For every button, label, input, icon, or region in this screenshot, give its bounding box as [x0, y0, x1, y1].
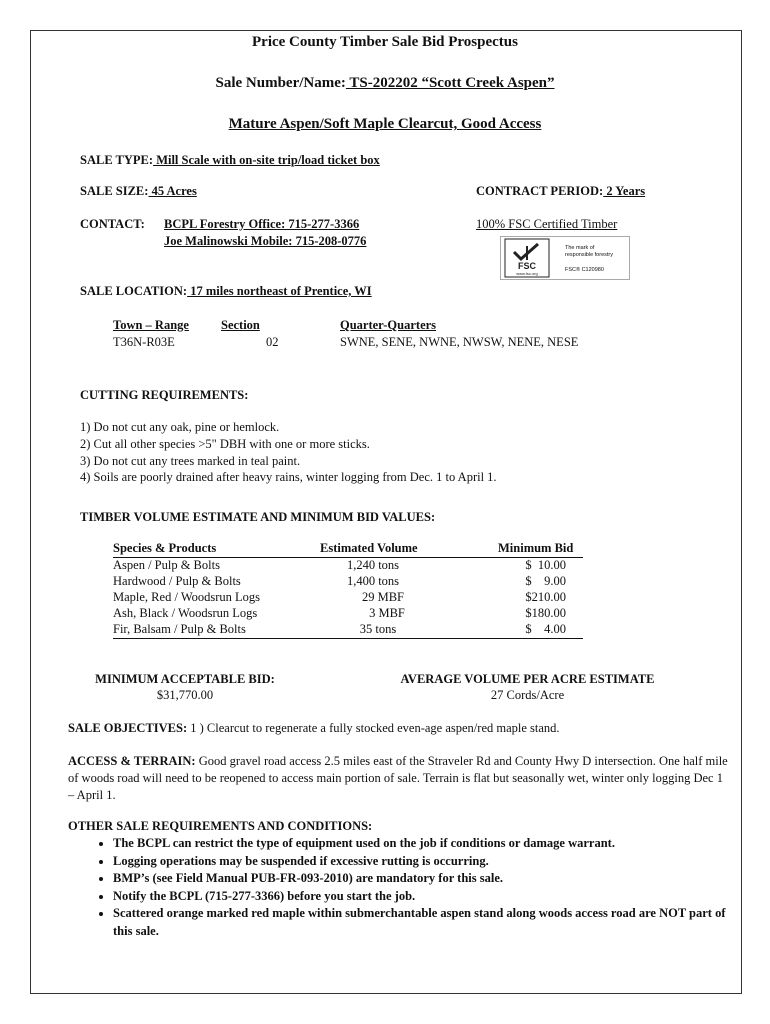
cutting-item-2: 2) Cut all other species >5" DBH with one or more sticks.: [80, 437, 370, 451]
sale-size-value: 45 Acres: [148, 184, 197, 198]
fsc-logo-url: www.fsc.org: [516, 271, 538, 276]
timber-volume: 35 tons: [359, 622, 397, 636]
timber-bid: $ 10.00: [525, 558, 566, 572]
access-terrain-text: Good gravel road access 2.5 miles east of the Straveler Rd and County Hwy D intersection. One half mile of woods road will need to be reopened to access main portion of sale. Terrain is flat but seasonally wet, winter only logging Dec 1 – April 1.: [68, 754, 728, 802]
contract-period: [476, 184, 645, 199]
cutting-item-1: 1) Do not cut any oak, pine or hemlock.: [80, 420, 280, 434]
timber-volume: 1,240 tons: [346, 558, 400, 572]
timber-species: Hardwood / Pulp & Bolts: [113, 574, 241, 588]
sale-number-value: TS-202202 “Scott Creek Aspen”: [345, 75, 555, 91]
fsc-certified-text: 100% FSC Certified Timber: [476, 217, 618, 231]
timber-bid: $210.00: [525, 590, 566, 604]
timber-header-row: [113, 541, 583, 558]
access-terrain: [68, 753, 730, 804]
min-bid-value: $31,770.00: [156, 688, 214, 702]
sale-type: [80, 153, 380, 168]
sale-type-label: SALE TYPE:: [80, 153, 154, 167]
timber-heading: TIMBER VOLUME ESTIMATE AND MINIMUM BID VALUES:: [80, 510, 436, 524]
sale-objectives-label: SALE OBJECTIVES:: [68, 721, 188, 735]
sale-number-line: [0, 75, 770, 92]
sale-number-label: Sale Number/Name:: [215, 75, 346, 91]
contract-period-label: CONTRACT PERIOD:: [476, 184, 604, 198]
sale-type-value: Mill Scale with on-site trip/load ticket box: [153, 153, 380, 167]
timber-bid: $ 9.00: [525, 574, 566, 588]
sale-location-value: 17 miles northeast of Prentice, WI: [187, 284, 372, 298]
location-section: 02: [266, 335, 279, 349]
contract-period-value: 2 Years: [603, 184, 646, 198]
location-town-range: T36N-R03E: [113, 335, 175, 349]
timber-last-row: [113, 622, 583, 639]
timber-table: [113, 541, 583, 641]
other-conditions-list: [68, 835, 728, 940]
document-title: Price County Timber Sale Bid Prospectus: [252, 34, 518, 50]
timber-volume: 3 MBF: [369, 606, 405, 620]
timber-volume: 29 MBF: [361, 590, 405, 604]
sale-location: [80, 284, 372, 299]
min-bid-label: MINIMUM ACCEPTABLE BID:: [95, 672, 275, 686]
document-subtitle: Mature Aspen/Soft Maple Clearcut, Good Access: [228, 116, 542, 132]
fsc-tagline: The mark of responsible forestry: [565, 245, 613, 258]
condition-item: • Scattered orange marked red maple within submerchantable aspen stand along woods access road are NOT part of this sale.: [113, 905, 728, 940]
timber-header-species: Species & Products: [113, 541, 217, 555]
condition-item: • BMP’s (see Field Manual PUB-FR-093-2010) are mandatory for this sale.: [113, 870, 728, 888]
timber-header-volume: Estimated Volume: [320, 541, 418, 555]
fsc-logo: [500, 236, 630, 280]
other-heading: OTHER SALE REQUIREMENTS AND CONDITIONS:: [68, 819, 373, 833]
cutting-item-4: 4) Soils are poorly drained after heavy rains, winter logging from Dec. 1 to April 1.: [80, 470, 497, 484]
timber-bid: $ 4.00: [525, 622, 566, 636]
timber-volume: 1,400 tons: [346, 574, 400, 588]
avg-volume-value: 27 Cords/Acre: [490, 688, 565, 702]
contact-label: CONTACT:: [80, 217, 145, 231]
fsc-logo-text: FSC: [518, 261, 536, 271]
contact-line-2: Joe Malinowski Mobile: 715-208-0776: [164, 234, 367, 248]
avg-volume-label: AVERAGE VOLUME PER ACRE ESTIMATE: [400, 672, 655, 686]
timber-species: Fir, Balsam / Pulp & Bolts: [113, 622, 246, 636]
contact-line-1: BCPL Forestry Office: 715-277-3366: [164, 217, 360, 231]
timber-header-bid: Minimum Bid: [498, 541, 574, 555]
cutting-heading: CUTTING REQUIREMENTS:: [80, 388, 249, 402]
timber-bid: $180.00: [525, 606, 566, 620]
location-quarter-quarters: SWNE, SENE, NWNE, NWSW, NENE, NESE: [340, 335, 579, 349]
sale-objectives-text: 1 ) Clearcut to regenerate a fully stocked even-age aspen/red maple stand.: [187, 721, 560, 735]
fsc-code: FSC® C120980: [565, 267, 604, 273]
timber-species: Maple, Red / Woodsrun Logs: [113, 590, 261, 604]
sale-objectives: [68, 720, 708, 737]
timber-species: Aspen / Pulp & Bolts: [113, 558, 220, 572]
condition-item: • Notify the BCPL (715-277-3366) before you start the job.: [113, 888, 728, 906]
sale-size-label: SALE SIZE:: [80, 184, 149, 198]
fsc-tree-check-icon: [504, 238, 550, 278]
location-header-town-range: Town – Range: [113, 318, 189, 332]
cutting-item-3: 3) Do not cut any trees marked in teal paint.: [80, 454, 301, 468]
condition-item: • Logging operations may be suspended if excessive rutting is occurring.: [113, 853, 728, 871]
access-terrain-label: ACCESS & TERRAIN:: [68, 754, 196, 768]
timber-species: Ash, Black / Woodsrun Logs: [113, 606, 258, 620]
location-header-section: Section: [221, 318, 260, 332]
condition-item: • The BCPL can restrict the type of equipment used on the job if conditions or damage warrant.: [113, 835, 728, 853]
sale-size: [80, 184, 197, 199]
location-header-quarter-quarters: Quarter-Quarters: [340, 318, 437, 332]
sale-location-label: SALE LOCATION:: [80, 284, 188, 298]
